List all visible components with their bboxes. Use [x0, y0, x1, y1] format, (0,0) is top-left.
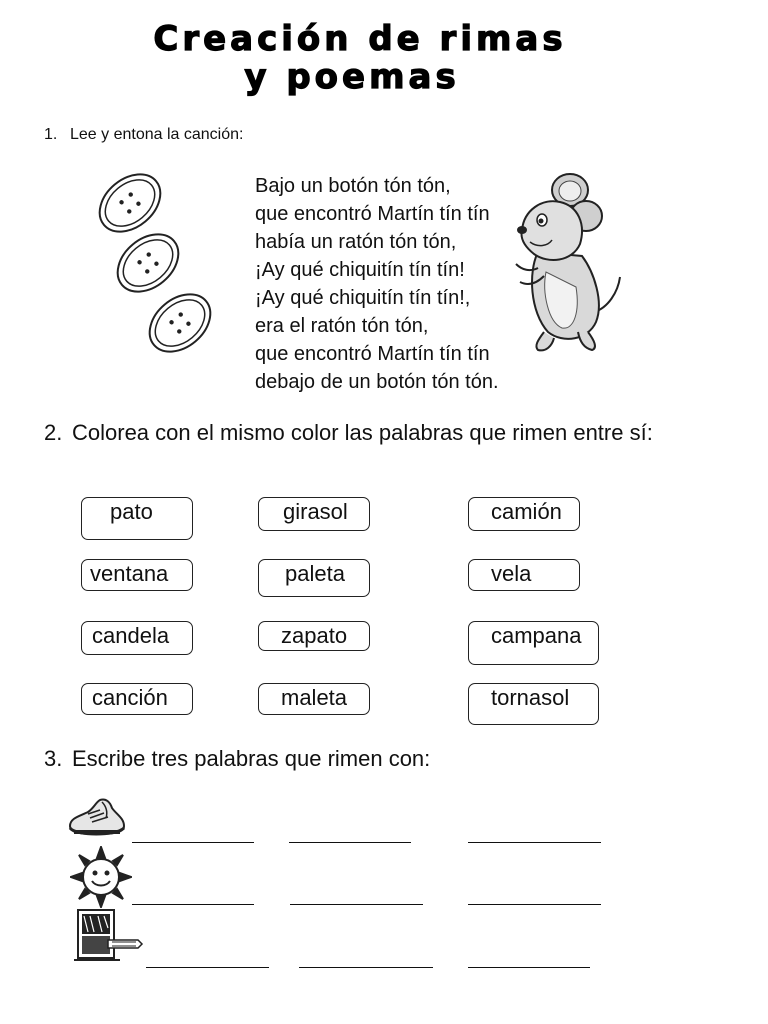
- question-2: [44, 420, 653, 446]
- answer-blank[interactable]: [299, 967, 433, 969]
- word-box[interactable]: tornasol: [468, 683, 599, 725]
- buttons-illustration: [92, 170, 222, 360]
- answer-blank[interactable]: [468, 967, 590, 969]
- answer-blank[interactable]: [146, 967, 269, 969]
- word-box[interactable]: camión: [468, 497, 580, 531]
- sun-icon: [70, 846, 132, 908]
- page-title-line-2: y poemas: [244, 57, 460, 97]
- word-box[interactable]: pato: [81, 497, 193, 540]
- button-icon: [107, 223, 190, 303]
- word-box[interactable]: maleta: [258, 683, 370, 715]
- word-box[interactable]: vela: [468, 559, 580, 591]
- poem-line: ¡Ay qué chiquitín tín tín!: [255, 259, 465, 281]
- poem-line: era el ratón tón tón,: [255, 315, 429, 337]
- question-text: Colorea con el mismo color las palabras que rimen entre sí:: [72, 420, 653, 445]
- shoe-icon: [66, 796, 128, 840]
- poem: [255, 172, 525, 396]
- question-text: Lee y entona la canción:: [70, 126, 244, 143]
- mouse-icon: [508, 172, 628, 357]
- word-box[interactable]: candela: [81, 621, 193, 655]
- word-box[interactable]: ventana: [81, 559, 193, 591]
- poem-line: que encontró Martín tín tín: [255, 203, 490, 225]
- poem-line: que encontró Martín tín tín: [255, 343, 490, 365]
- question-number: 2.: [44, 420, 63, 445]
- answer-blank[interactable]: [132, 904, 254, 906]
- answer-blank[interactable]: [468, 904, 601, 906]
- poem-line: ¡Ay qué chiquitín tín tín!,: [255, 287, 471, 309]
- button-icon: [139, 283, 222, 360]
- word-box[interactable]: paleta: [258, 559, 370, 597]
- button-icon: [92, 170, 171, 243]
- poem-line: Bajo un botón tón tón,: [255, 175, 451, 197]
- word-box[interactable]: campana: [468, 621, 599, 665]
- window-icon: [72, 908, 146, 964]
- question-number: 1.: [44, 126, 58, 143]
- answer-blank[interactable]: [468, 842, 601, 844]
- poem-line: debajo de un botón tón tón.: [255, 371, 499, 393]
- page-title: Creación de rimas: [153, 19, 567, 59]
- question-1: [44, 126, 243, 144]
- word-box[interactable]: girasol: [258, 497, 370, 531]
- question-number: 3.: [44, 746, 63, 771]
- answer-blank[interactable]: [289, 842, 411, 844]
- answer-blank[interactable]: [290, 904, 423, 906]
- word-box[interactable]: canción: [81, 683, 193, 715]
- question-3: [44, 746, 430, 772]
- poem-line: había un ratón tón tón,: [255, 231, 457, 253]
- question-text: Escribe tres palabras que rimen con:: [72, 746, 431, 771]
- answer-blank[interactable]: [132, 842, 254, 844]
- word-box[interactable]: zapato: [258, 621, 370, 651]
